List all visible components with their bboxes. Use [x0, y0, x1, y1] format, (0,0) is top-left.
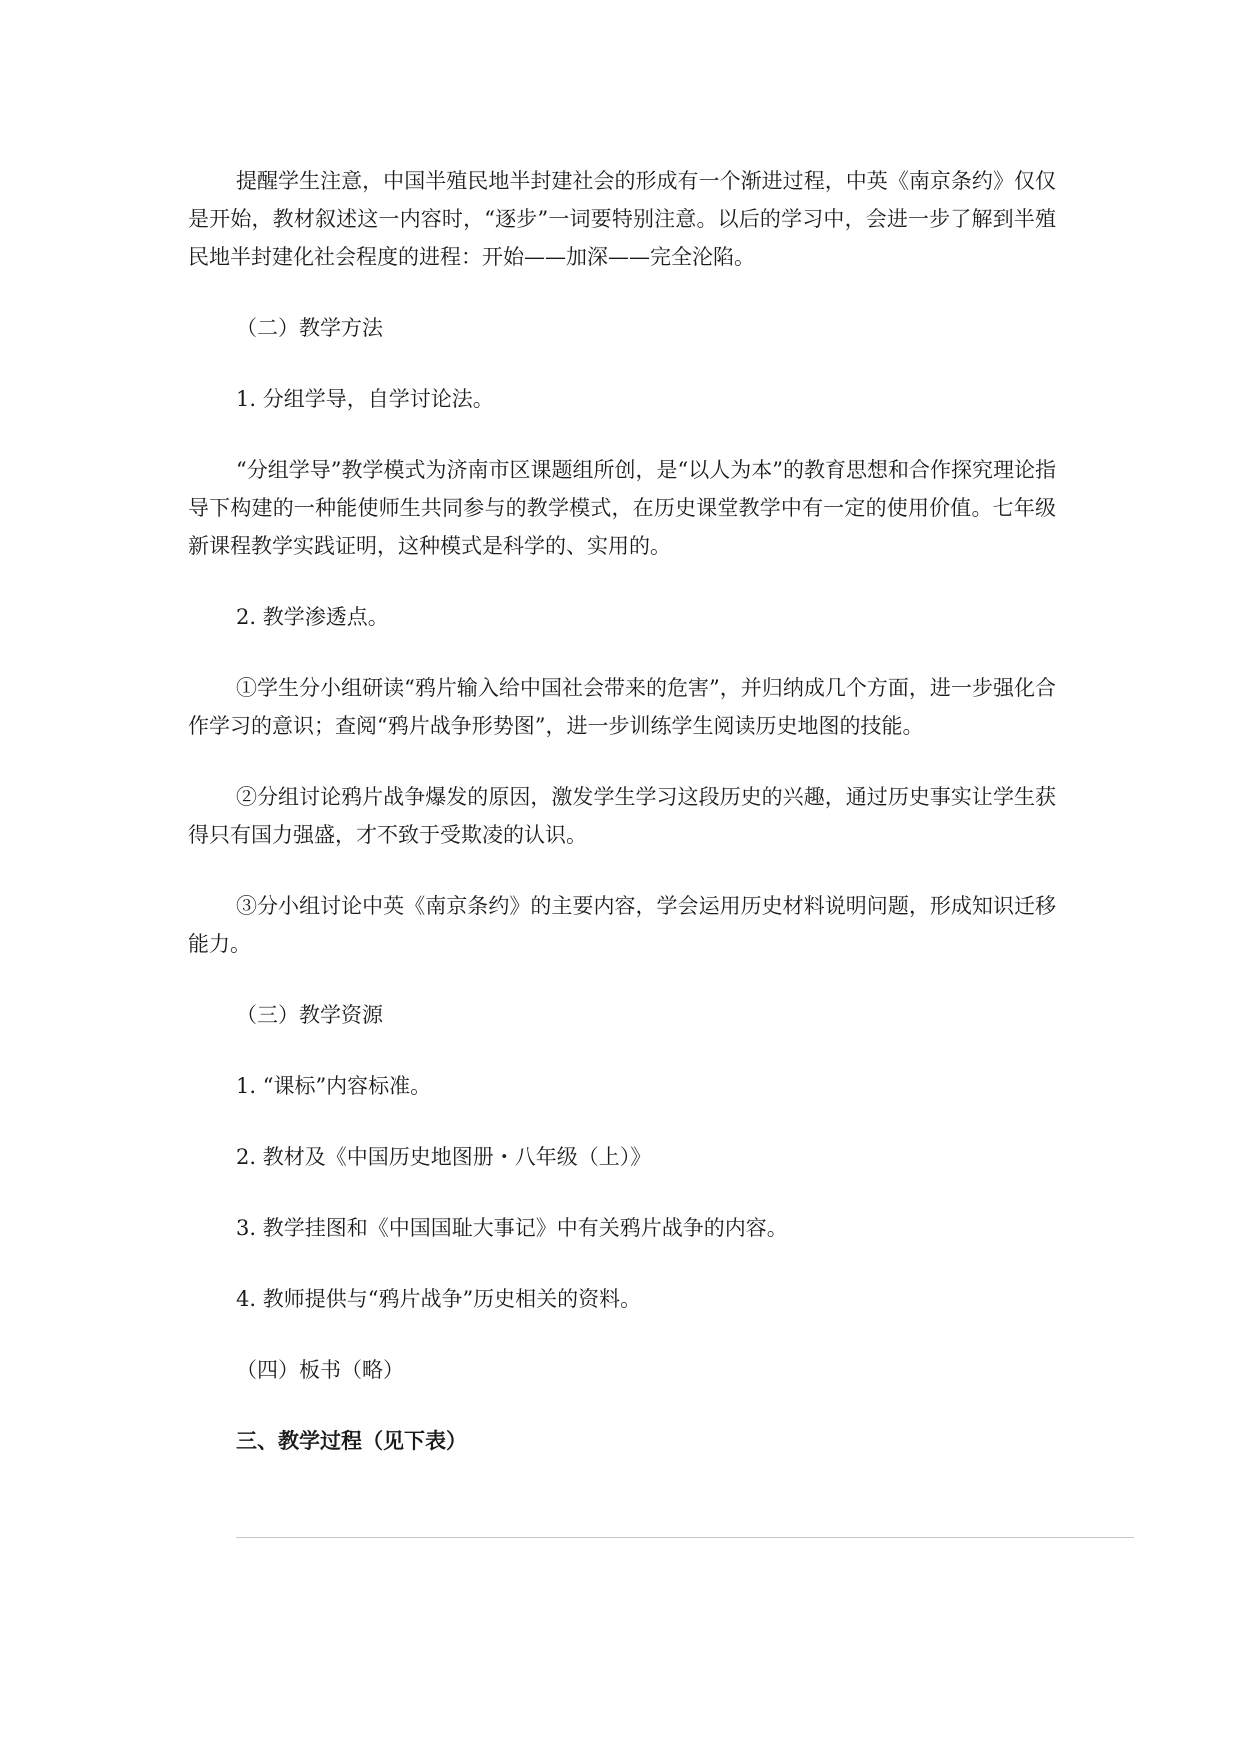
- list-item-method-2: 2. 教学渗透点。: [236, 605, 389, 629]
- heading-blackboard: （四）板书（略）: [236, 1358, 404, 1382]
- paragraph-point-1: ①学生分小组研读“鸦片输入给中国社会带来的危害”，并归纳成几个方面，进一步强化合作学习的意识；查阅“鸦片战争形势图”，进一步训练学生阅读历史地图的技能。: [188, 676, 1056, 738]
- document-body: [188, 162, 1056, 1493]
- heading-teaching-resources: （三）教学资源: [236, 1003, 383, 1027]
- list-item-resource-2: 2. 教材及《中国历史地图册・八年级（上）》: [236, 1145, 652, 1169]
- paragraph-semi-colonial-note: 提醒学生注意，中国半殖民地半封建社会的形成有一个渐进过程，中英《南京条约》仅仅是开始，教材叙述这一内容时，“逐步”一词要特别注意。以后的学习中，会进一步了解到半殖民地半封建化社会程度的进程：开始——加深——完全沦陷。: [188, 169, 1056, 269]
- list-item-resource-3: 3. 教学挂图和《中国国耻大事记》中有关鸦片战争的内容。: [236, 1216, 788, 1240]
- paragraph-group-guidance-model: “分组学导”教学模式为济南市区课题组所创，是“以人为本”的教育思想和合作探究理论指导下构建的一种能使师生共同参与的教学模式，在历史课堂教学中有一定的使用价值。七年级新课程教学实践证明，这种模式是科学的、实用的。: [188, 458, 1056, 558]
- horizontal-divider: [236, 1537, 1134, 1538]
- list-item-resource-1: 1. “课标”内容标准。: [236, 1074, 432, 1098]
- heading-teaching-process: 三、教学过程（见下表）: [236, 1429, 467, 1453]
- list-item-resource-4: 4. 教师提供与“鸦片战争”历史相关的资料。: [236, 1287, 642, 1311]
- paragraph-point-3: ③分小组讨论中英《南京条约》的主要内容，学会运用历史材料说明问题，形成知识迁移能力。: [188, 894, 1056, 956]
- heading-teaching-methods: （二）教学方法: [236, 316, 383, 340]
- list-item-method-1: 1. 分组学导，自学讨论法。: [236, 387, 494, 411]
- paragraph-point-2: ②分组讨论鸦片战争爆发的原因，激发学生学习这段历史的兴趣，通过历史事实让学生获得只有国力强盛，才不致于受欺凌的认识。: [188, 785, 1056, 847]
